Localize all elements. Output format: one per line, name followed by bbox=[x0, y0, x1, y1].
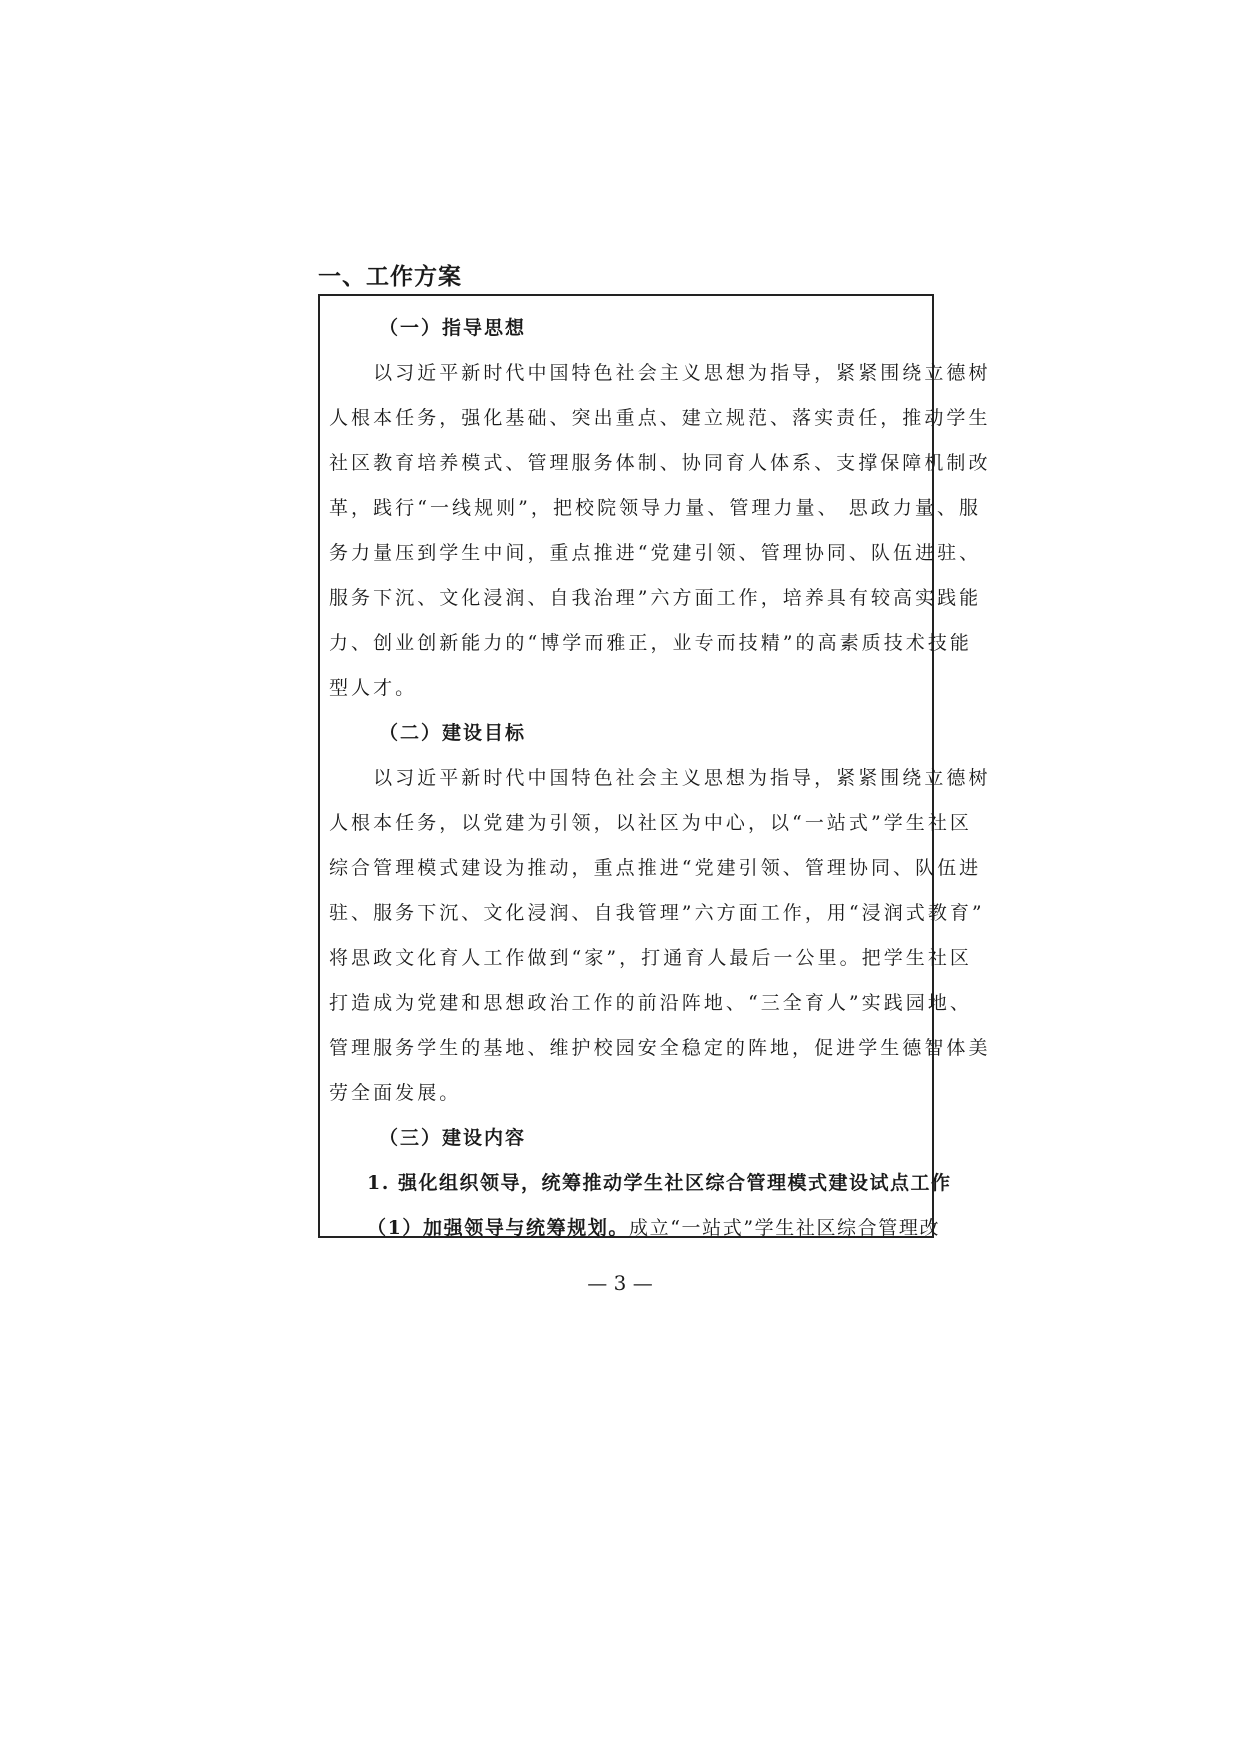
text-line: 人根本任务，强化基础、突出重点、建立规范、落实责任，推动学生 bbox=[329, 407, 991, 429]
text-line: 劳全面发展。 bbox=[329, 1082, 462, 1104]
paragraph-guiding-thought bbox=[329, 351, 991, 711]
text-line: 驻、服务下沉、文化浸润、自我管理”六方面工作，用“浸润式教育” bbox=[329, 902, 985, 924]
text-line: 以习近平新时代中国特色社会主义思想为指导，紧紧围绕立德树 bbox=[329, 362, 991, 384]
item-heading-1: 1. 强化组织领导，统筹推动学生社区综合管理模式建设试点工作 bbox=[367, 1172, 952, 1194]
subsection-title-1: （一）指导思想 bbox=[379, 317, 527, 339]
text-line: 力、创业创新能力的“博学而雅正，业专而技精”的高素质技术技能 bbox=[329, 632, 972, 654]
text-line: 社区教育培养模式、管理服务体制、协同育人体系、支撑保障机制改 bbox=[329, 452, 991, 474]
subsection-title-3: （三）建设内容 bbox=[379, 1127, 527, 1149]
item-1-1-text: 成立“一站式”学生社区综合管理改 bbox=[629, 1217, 941, 1239]
page-number: — 3 — bbox=[587, 1271, 653, 1295]
text-line: 人根本任务，以党建为引领，以社区为中心，以“一站式”学生社区 bbox=[329, 812, 972, 834]
paragraph-construction-goals bbox=[329, 756, 991, 1116]
subsection-title-2: （二）建设目标 bbox=[379, 722, 527, 744]
text-line: 将思政文化育人工作做到“家”，打通育人最后一公里。把学生社区 bbox=[329, 947, 972, 969]
text-line: 以习近平新时代中国特色社会主义思想为指导，紧紧围绕立德树 bbox=[329, 767, 991, 789]
text-line: 革，践行“一线规则”，把校院领导力量、管理力量、 思政力量、服 bbox=[329, 497, 982, 519]
item-1-1 bbox=[329, 1206, 941, 1251]
text-line: 打造成为党建和思想政治工作的前沿阵地、“三全育人”实践园地、 bbox=[329, 992, 972, 1014]
text-line: 管理服务学生的基地、维护校园安全稳定的阵地，促进学生德智体美 bbox=[329, 1037, 991, 1059]
text-line: 综合管理模式建设为推动，重点推进“党建引领、管理协同、队伍进 bbox=[329, 857, 982, 879]
item-1-1-heading: （1）加强领导与统筹规划。 bbox=[367, 1217, 630, 1239]
text-line: 服务下沉、文化浸润、自我治理”六方面工作，培养具有较高实践能 bbox=[329, 587, 982, 609]
text-line: 务力量压到学生中间，重点推进“党建引领、管理协同、队伍进驻、 bbox=[329, 542, 982, 564]
content-frame bbox=[318, 294, 991, 1239]
section-heading: 一、工作方案 bbox=[318, 264, 462, 290]
text-line: 型人才。 bbox=[329, 677, 418, 699]
